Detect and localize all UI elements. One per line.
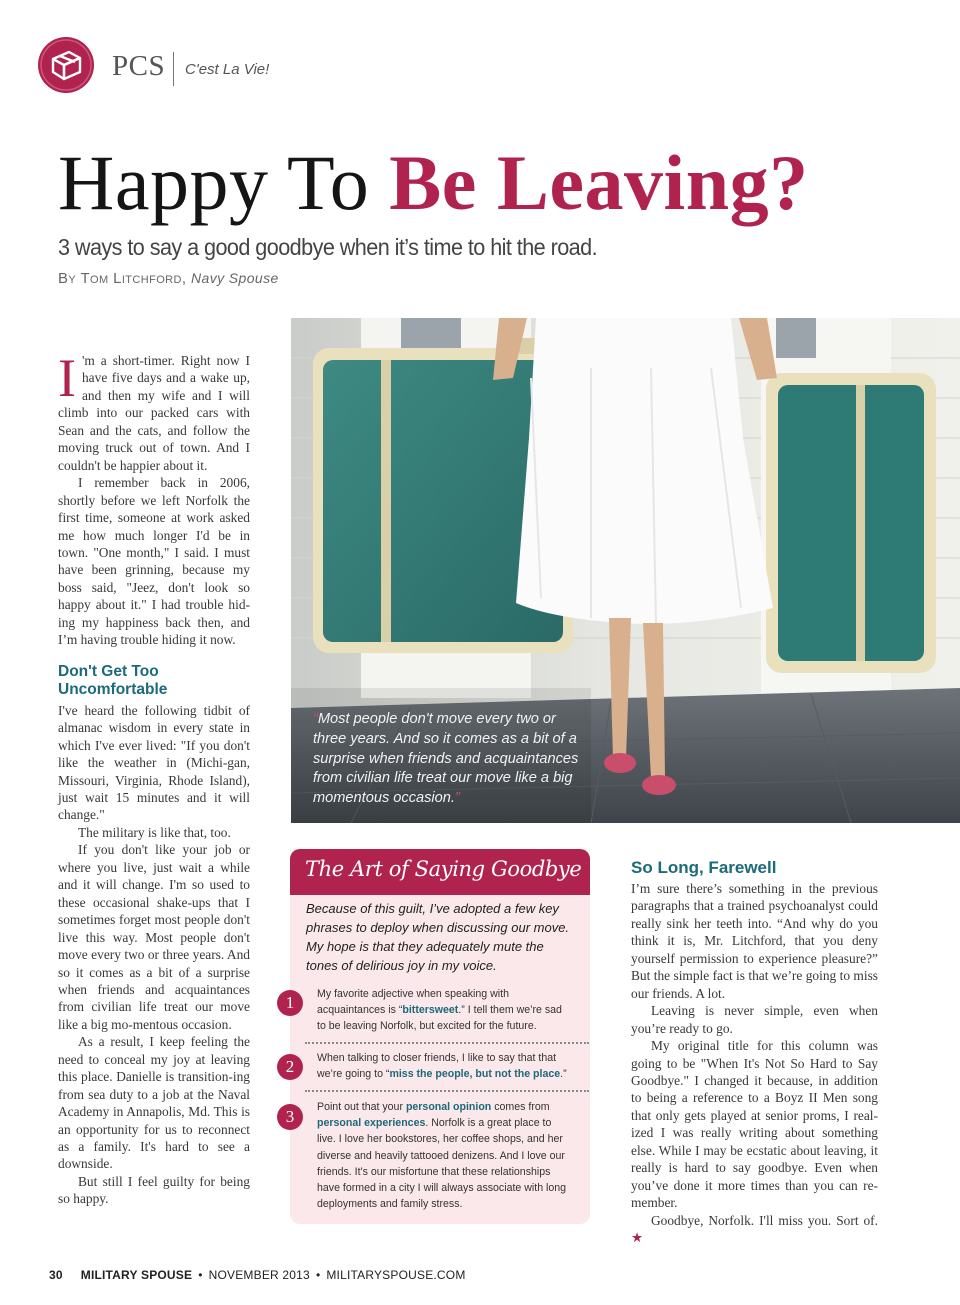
package-box-icon [38,37,94,93]
title-plain: Happy To [58,139,390,226]
drop-cap: I [58,348,76,408]
page-footer [49,1268,466,1282]
byline-author: By Tom Litchford, [58,270,191,287]
tip-number-3: 3 [277,1104,303,1130]
tip-1-text-a: My favorite adjective when speaking with acquaintances is “ [317,988,509,1017]
section-tagline: C'est La Vie! [185,61,270,78]
byline [58,270,279,287]
tip-1-highlight: bittersweet [402,1004,459,1017]
sidebar-title: The Art of Saying Goodbye [305,857,582,881]
end-star-icon: ★ [631,1230,644,1246]
magazine-name: MILITARY SPOUSE [80,1268,193,1282]
paragraph-10: My original title for this column was going to be "When It's Not So Hard to Say Goodbye." I changed it because, in addition to being a reference to a Boyz II Men song that only gets played at senior proms, I real-ized I was really writing about something else. While I may be ecstatic about leaving, it really is hard to say goodbye. Even when you’ve done it more times than you can re-member. [631,1038,878,1211]
byline-role: Navy Spouse [191,270,279,286]
paragraph-3: I've heard the following tidbit of almanac wisdom in every state in which I've ever lived: "If you don't like the weather in (Michi-gan, Missouri, Virginia, Rhode Island), just wait 15 minutes and it will change." [58,702,250,823]
paragraph-4: The military is like that, too. [78,824,231,840]
tip-2 [317,1050,572,1082]
footer-separator: • [198,1268,203,1282]
paragraph-1 [58,348,250,474]
page-number: 30 [49,1268,63,1282]
paragraph-9: Leaving is never simple, even when you’re ready to go. [631,1003,878,1036]
tip-3-highlight: personal opinion [405,1101,492,1113]
tip-number-2: 2 [277,1054,303,1080]
body-column-left [58,348,250,1208]
article-title [58,140,809,226]
tip-2-text-b: .” [560,1068,567,1081]
tip-divider [305,1090,589,1092]
tip-3-highlight-2: personal experiences [317,1117,426,1130]
tip-number-1: 1 [277,990,303,1016]
paragraph-5: If you don't like your job or where you live, just wait a while and it will change. I'm so used to these occasional shake-ups that I sometimes forget most people don't live this way. Most people don't move every two or three years. And so it comes as a bit of a surprise when friends and acquaintances from civilian life treat our move like a big mo-mentous occasion. [58,842,250,1032]
header-divider [173,52,174,86]
paragraph-7: But still I feel guilty for being so happy. [58,1173,250,1207]
tip-3-text-a: Point out that your [317,1101,406,1113]
subhead-uncomfortable: Don't Get Too Uncomfortable [58,662,168,698]
pull-quote: “Most people don't move every two or three years. And so it comes as a bit of a surprise when friends and acquaintances from civilian life treat our move like a big momentous occasion.” [313,711,579,807]
tip-divider [305,1042,589,1044]
article-deck: 3 ways to say a good goodbye when it’s time to hit the road. [58,234,598,260]
paragraph-6: As a result, I keep feeling the need to conceal my joy at leaving this place. Danielle is transition-ing from sea duty to a job at the Naval Academy in Annapolis, Md. This is an opportunity for us to reconnect as a family. It's hard to see a downside. [58,1034,250,1172]
paragraph-11 [631,1212,878,1247]
tip-2-highlight: miss the people, but not the place [389,1068,561,1081]
title-accent: Be Leaving? [389,139,809,226]
paragraph-1-text: 'm a short-timer. Right now I have five days and a wake up, and then my wife and I will climb into our packed cars with Sean and the cats, and follow the moving truck out of town. And I couldn't be happier about it. [58,353,250,473]
paragraph-2: I remember back in 2006, shortly before we left Norfolk the first time, someone at work asked me how much longer I'd be in town. "One month," I said. I must have been grinning, because my boss said, "Jeez, don't look so happy about it." I had trouble hid-ing my happiness back then, and I’m having trouble hiding it now. [58,475,250,648]
body-column-right [631,858,878,1247]
pull-quote-text: Most people don't move every two or three years. And so it comes as a bit of a surprise when friends and acquaintances from civilian life treat our move like a big momentous occasion. [313,711,579,807]
paragraph-11-text: Goodbye, Norfolk. I'll miss you. Sort of. [651,1212,878,1228]
website: MILITARYSPOUSE.COM [326,1268,466,1282]
tip-3-text-b: comes from [491,1101,550,1113]
section-name: PCS [112,50,166,82]
paragraph-8: I’m sure there’s something in the previous paragraphs that a trained psychoanalyst could really sink her teeth into. “And why do you think it is, Mr. Litchford, that you deny yourself permission to experience pleasure?” But the simple fact is that we’re going to miss our friends. A lot. [631,881,878,1001]
tip-3-text-c: . Norfolk is a great place to live. I love her bookstores, her coffee shops, and her diverse and heavily tattooed denizens. And I love our friends. It's our misfortune that these relationships have formed in a city I will always associate with long deployments and family stress. [317,1117,567,1211]
tip-3 [317,1099,572,1212]
tip-1 [317,986,572,1035]
footer-separator: • [315,1268,321,1282]
tip-2-text-a: When talking to closer friends, I like to say that that we’re going to “ [317,1052,557,1081]
sidebar-intro: Because of this guilt, I’ve adopted a few key phrases to deploy when discussing our move. My hope is that they adequately mute the tones of delirious joy in my voice. [306,901,570,973]
issue-date: NOVEMBER 2013 [208,1268,310,1282]
subhead-farewell: So Long, Farewell [631,858,777,877]
tip-1-text-b: .” I tell them we’re sad to be leaving Norfolk, but excited for the future. [317,1004,562,1033]
